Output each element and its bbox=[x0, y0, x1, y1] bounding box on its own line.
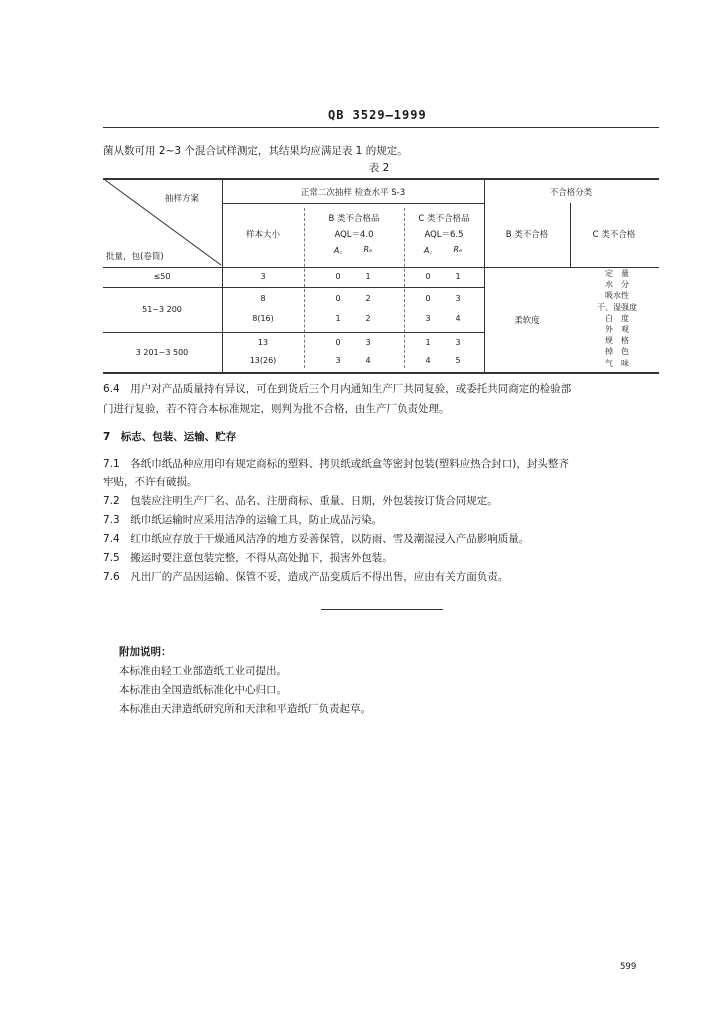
c-re-cell: 3 bbox=[455, 294, 461, 303]
c-ac-header: A꜀ bbox=[423, 246, 433, 255]
table-vrule-3 bbox=[570, 203, 571, 267]
table-head-rule bbox=[103, 267, 659, 268]
table-bottom-rule bbox=[103, 372, 659, 374]
corner-top-label: 抽样方案 bbox=[165, 194, 200, 204]
c-re-cell: 5 bbox=[455, 356, 461, 365]
c-ac-cell: 0 bbox=[425, 294, 431, 303]
item-7-3: 7.3 纸巾纸运输时应采用洁净的运输工具，防止成品污染。 bbox=[103, 514, 383, 526]
b-re-cell: 1 bbox=[365, 272, 371, 281]
appendix-line: 本标准由轻工业部造纸工业司提出。 bbox=[119, 665, 287, 677]
c-item: 吸水性 bbox=[605, 291, 629, 301]
para-6-4-line2: 门进行复验，若不符合本标准规定，则判为批不合格，由生产厂负责处理。 bbox=[103, 403, 450, 415]
c-ac-cell: 1 bbox=[425, 338, 431, 347]
b-re-cell: 2 bbox=[365, 314, 371, 323]
table-title: 表 2 bbox=[368, 162, 390, 174]
c-item: 外 观 bbox=[605, 324, 629, 334]
size-cell: 8 bbox=[260, 294, 266, 303]
table-sub-rule bbox=[222, 203, 484, 204]
c-re-header: Rₑ bbox=[453, 245, 463, 254]
b-ac-cell: 3 bbox=[335, 356, 341, 365]
size-cell: 8(16) bbox=[252, 314, 274, 323]
c-item: 掉 色 bbox=[605, 347, 629, 357]
table-vrule-2 bbox=[484, 178, 485, 372]
appendix-title: 附加说明： bbox=[119, 646, 172, 658]
c-ac-cell: 3 bbox=[425, 314, 431, 323]
appendix-line: 本标准由全国造纸标准化中心归口。 bbox=[119, 684, 287, 696]
c-aql: AQL＝6.5 bbox=[424, 230, 464, 240]
end-rule bbox=[321, 609, 443, 610]
intro-line: 菌从数可用 2~3 个混合试样测定，其结果均应满足表 1 的规定。 bbox=[103, 145, 408, 157]
nonconform-header: 不合格分类 bbox=[549, 188, 593, 198]
b-ac-cell: 0 bbox=[335, 272, 341, 281]
table-dash-1 bbox=[304, 208, 305, 368]
c-class-header: C 类不合格品 bbox=[418, 214, 470, 224]
table-row1-rule bbox=[103, 287, 484, 288]
header-rule bbox=[103, 127, 659, 128]
c-item: 白 度 bbox=[605, 313, 629, 323]
b-re-cell: 4 bbox=[365, 356, 371, 365]
corner-bottom-label: 批量，包(卷筒) bbox=[106, 252, 164, 262]
b-ac-header: A꜀ bbox=[333, 246, 343, 255]
b-re-cell: 3 bbox=[365, 338, 371, 347]
standard-code-header: QB 3529—1999 bbox=[328, 108, 427, 122]
lot-cell: ≤50 bbox=[153, 272, 171, 281]
item-7-2: 7.2 包装应注明生产厂名、品名、注册商标、重量、日期，外包装按订货合同规定。 bbox=[103, 495, 498, 507]
sampling-header: 正常二次抽样 检查水平 S-3 bbox=[300, 188, 406, 198]
c-ac-cell: 0 bbox=[425, 272, 431, 281]
table-dash-2 bbox=[404, 208, 405, 368]
c-re-cell: 3 bbox=[455, 338, 461, 347]
item-7-4: 7.4 红巾纸应存放于干燥通风洁净的地方妥善保管，以防雨、雪及潮湿浸入产品影响质量。 bbox=[103, 533, 530, 545]
c-re-cell: 1 bbox=[455, 272, 461, 281]
b-ac-cell: 0 bbox=[335, 294, 341, 303]
sample-size-header: 样本大小 bbox=[245, 230, 281, 240]
size-cell: 13 bbox=[257, 338, 269, 347]
c-ac-cell: 4 bbox=[425, 356, 431, 365]
item-7-1-line2: 牢贴，不许有破损。 bbox=[103, 476, 198, 488]
b-ac-cell: 0 bbox=[335, 338, 341, 347]
item-7-5: 7.5 搬运时要注意包装完整，不得从高处抛下，损害外包装。 bbox=[103, 552, 393, 564]
size-cell: 13(26) bbox=[249, 356, 277, 365]
b-re-cell: 2 bbox=[365, 294, 371, 303]
c-item: 水 分 bbox=[605, 280, 629, 290]
page-number: 599 bbox=[620, 962, 637, 972]
item-7-6: 7.6 凡出厂的产品因运输、保管不妥，造成产品变质后不得出售，应由有关方面负责。 bbox=[103, 571, 509, 583]
c-col-header: C 类不合格 bbox=[592, 230, 636, 240]
c-re-cell: 4 bbox=[455, 314, 461, 323]
section-7-title: 7 标志、包装、运输、贮存 bbox=[103, 431, 237, 443]
c-item: 规 格 bbox=[605, 336, 629, 346]
c-item-list bbox=[588, 268, 646, 369]
c-item: 干、湿强度 bbox=[597, 302, 637, 312]
b-ac-cell: 1 bbox=[335, 314, 341, 323]
size-cell: 3 bbox=[260, 272, 266, 281]
lot-cell: 51~3 200 bbox=[142, 305, 182, 314]
item-7-1-line1: 7.1 各纸巾纸品种应用印有规定商标的塑料、拷贝纸或纸盒等密封包装(塑料应热合封口)，封头整齐 bbox=[103, 458, 569, 470]
b-item: 柔软度 bbox=[514, 316, 540, 326]
c-item: 定 量 bbox=[605, 269, 629, 278]
b-col-header: B 类不合格 bbox=[505, 230, 549, 240]
c-item: 气 味 bbox=[605, 358, 629, 368]
b-re-header: Rₑ bbox=[363, 245, 373, 254]
appendix-line: 本标准由天津造纸研究所和天津和平造纸厂负责起草。 bbox=[119, 703, 371, 715]
b-aql: AQL＝4.0 bbox=[334, 230, 374, 240]
lot-cell: 3 201~3 500 bbox=[135, 348, 189, 357]
b-class-header: B 类不合格品 bbox=[328, 214, 380, 224]
para-6-4-line1: 6.4 用户对产品质量持有异议，可在到货后三个月内通知生产厂共同复验，或委托共同商定的检验部 bbox=[103, 383, 572, 395]
table-row2-rule bbox=[103, 332, 484, 333]
